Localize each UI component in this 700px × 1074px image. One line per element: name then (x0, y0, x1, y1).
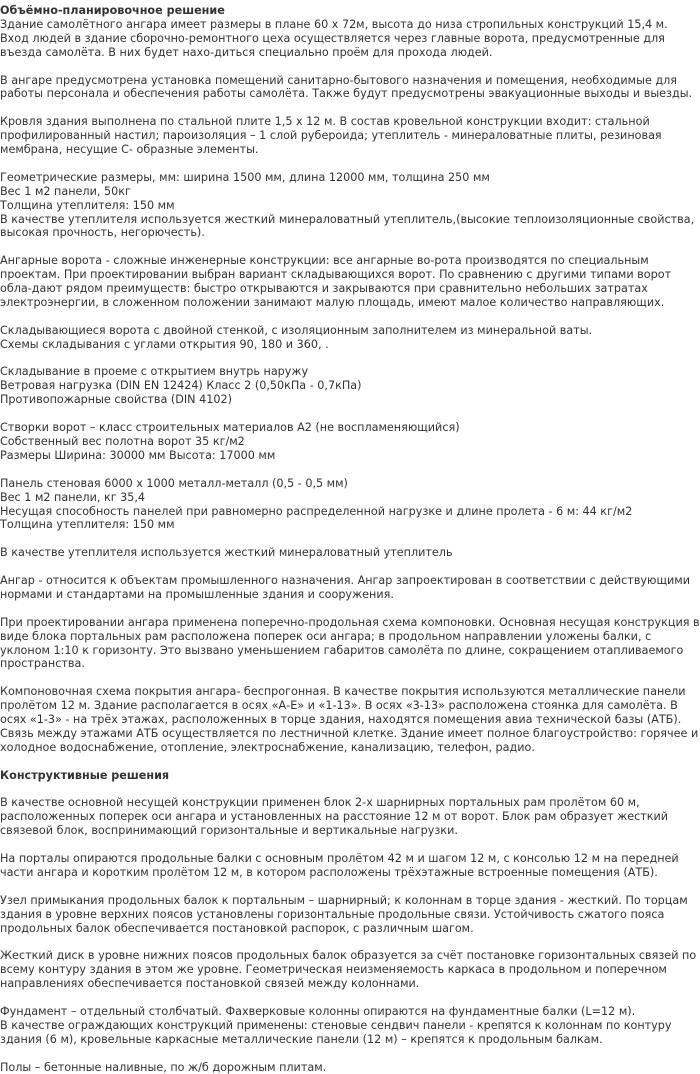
paragraph-line: Схемы складывания с углами открытия 90, 180 и 360, . (0, 337, 329, 351)
paragraph (0, 324, 700, 352)
paragraph-line: Толщина утеплителя: 150 мм (0, 518, 175, 532)
paragraph: На порталы опираются продольные балки с основным пролётом 42 м и шагом 12 м, с консолью 12 м на передней части ангара и коротким пролётом 12 м, в котором расположены трёхэтажные встроенные помещения (АТБ). (0, 852, 679, 879)
paragraph-line: Несущая способность панелей при равномерно распределенной нагрузке и длине пролета - 6 м: 44 кг/м2 (0, 504, 633, 518)
paragraph: Кровля здания выполнена по стальной плите 1,5 х 12 м. В состав кровельной конструкции входит: стальной профилированный настил; пароизоляция – 1 слой рубероида; утеплитель - минераловатные плиты, резиновая мембрана, несущие С- образные элементы. (0, 115, 662, 157)
paragraph-line: Вход людей в здание сборочно-ремонтного цеха осуществляется через главные ворота, предусмотренные для въезда самолёта. В них будет нахо-диться специально проём для прохода людей. (0, 31, 665, 59)
paragraph-line: Противопожарные свойства (DIN 4102) (0, 393, 232, 407)
paragraph (0, 1005, 700, 1047)
section-heading-structural: Конструктивные решения (0, 768, 170, 782)
paragraph-line: Геометрические размеры, мм: ширина 1500 мм, длина 12000 мм, толщина 250 мм (0, 170, 490, 184)
paragraph-line: Собственный вес полотна ворот 35 кг/м2 (0, 434, 245, 448)
paragraph-line: Ветровая нагрузка (DIN EN 12424) Класс 2 (0,50кПа - 0,7кПа) (0, 379, 362, 393)
paragraph: В качестве основной несущей конструкции применен блок 2-х шарнирных портальных рам пролётом 60 м, расположенных поперек оси ангара и установленных на расстояние 12 м от ворот. Блок рам образует жесткий связевой блок, воспринимающий горизонтальные и вертикальные нагрузки. (0, 796, 669, 838)
paragraph: Компоновочная схема покрытия ангара- беспрогонная. В качестве покрытия используются металлические панели пролётом 12 м. Здание располагается в осях «А-Е» и «1-13». В осях «3-13» расположена стоянка для самолёта. В осях «1-3» - на трёх этажах, расположенных в торце здания, находятся помещения авиа технической базы (АТБ). Связь между этажами АТБ осуществляется по лестничной клетке. Здание имеет полное благоустройство: горячее и холодное водоснабжение, отопление, электроснабжение, канализацию, телефон, радио. (0, 685, 699, 754)
paragraph: В качестве утеплителя используется жесткий минераловатный утеплитель (0, 546, 453, 560)
paragraph-line: Складывание в проеме с открытием внутрь наружу (0, 365, 309, 379)
paragraph: Полы – бетонные наливные, по ж/б дорожным плитам. (0, 1060, 327, 1074)
paragraph (0, 171, 700, 241)
paragraph: Жесткий диск в уровне нижних поясов продольных балок образуется за счёт постановке горизонтальных связей по всему контуру здания в этом же уровне. Геометрическая неизменяемость каркаса в продольном и поперечном направлениях обеспечивается постановкой связей между колоннами. (0, 949, 697, 991)
paragraph-line: Толщина утеплителя: 150 мм (0, 198, 175, 212)
paragraph-line: В качестве утеплителя используется жесткий минераловатный утеплитель,(высокие теплоизоляционные свойства, высокая прочность, негорючесть). (0, 212, 695, 240)
paragraph (0, 18, 700, 60)
paragraph-line: Вес 1 м2 панели, кг 35,4 (0, 490, 146, 504)
paragraph-line: В качестве ограждающих конструкций применены: стеновые сендвич панели - крепятся к колоннам по контуру здания (6 м), кровельные каркасные металлические панели (12 м) – крепятся к продольным балкам. (0, 1018, 672, 1046)
paragraph: Узел примыкания продольных балок к портальным – шарнирный; к колоннам в торце здания - жесткий. По торцам здания в уровне верхних поясов установлены горизонтальные продольные связи. Устойчивость сжатого пояса продольных балок обеспечивается постановкой распорок, с различным шагом. (0, 893, 688, 935)
paragraph: При проектировании ангара применена поперечно-продольная схема компоновки. Основная несущая конструкция в виде блока портальных рам расположена поперек оси ангара; в продольном направлении уложены балки, с уклоном 1:10 к горизонту. Это вызвано уменьшением габаритов самолёта по длине, сокращением отапливаемого пространства. (0, 615, 700, 671)
paragraph-line: Створки ворот – класс строительных материалов А2 (не воспламеняющийся) (0, 421, 460, 435)
paragraph (0, 477, 700, 533)
paragraph-line: Размеры Ширина: 30000 мм Высота: 17000 мм (0, 448, 276, 462)
section-heading-planning: Объёмно-планировочное решение (0, 4, 225, 17)
paragraph: Ангар - относится к объектам промышленного назначения. Ангар запроектирован в соответствии с действующими нормами и стандартами на промышленные здания и сооружения. (0, 574, 690, 601)
paragraph-line: Вес 1 м2 панели, 50кг (0, 184, 131, 198)
paragraph: В ангаре предусмотрена установка помещений санитарно-бытового назначения и помещения, необходимые для работы персонала и обеспечения работы самолёта. Также будут предусмотрены эвакуационные выходы и выезды. (0, 73, 693, 101)
paragraph (0, 421, 700, 463)
paragraph-line: Панель стеновая 6000 х 1000 металл-металл (0,5 - 0,5 мм) (0, 476, 348, 490)
paragraph-line: Складывающиеся ворота с двойной стенкой, с изоляционным заполнителем из минеральной ваты. (0, 323, 593, 337)
paragraph-line: Фундамент – отдельный столбчатый. Фахверковые колонны опираются на фундаментные балки (L=12 м). (0, 1004, 636, 1018)
paragraph (0, 365, 700, 407)
paragraph: Ангарные ворота - сложные инженерные конструкции: все ангарные во-рота производятся по специальным проектам. При проектировании выбран вариант складывающихся ворот. По сравнению с другими типами ворот обла-дают рядом преимуществ: быстро открываются и закрываются при сравнительно небольших затратах электроэнергии, в сложенном положении занимают малую площадь, имеют малое количество направляющих. (0, 254, 672, 309)
paragraph-line: Здание самолётного ангара имеет размеры в плане 60 х 72м, высота до низа стропильных конструкций 15,4 м. (0, 17, 668, 31)
